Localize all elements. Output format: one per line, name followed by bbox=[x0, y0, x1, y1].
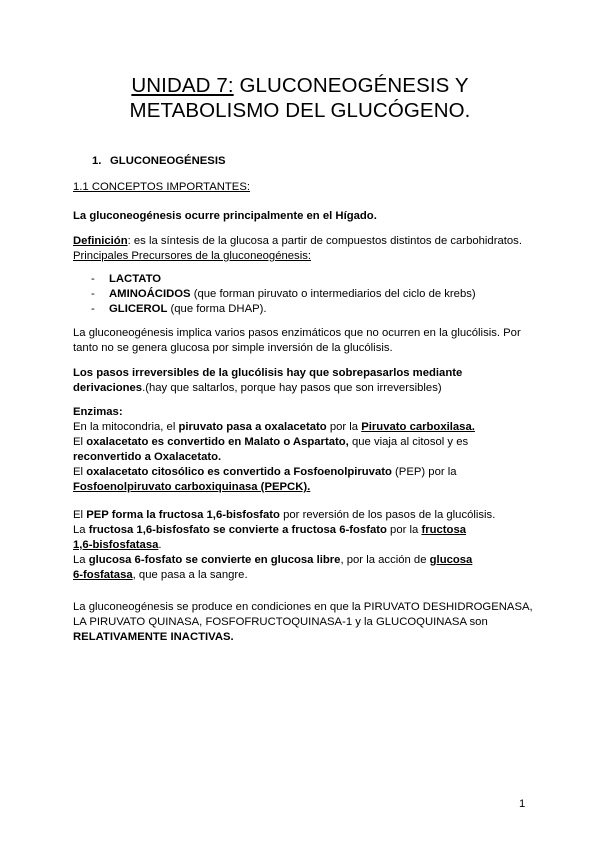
list-item-detail: (que forman piruvato o intermediarios del ciclo de krebs) bbox=[190, 288, 476, 300]
text: El bbox=[73, 509, 87, 521]
text: (PEP) por la bbox=[391, 466, 457, 478]
enzyme-name: glucosa bbox=[429, 554, 473, 566]
text: .(hay que saltarlos, porque hay pasos que son irreversibles) bbox=[142, 382, 442, 394]
enzyme-name: 1,6-bisfosfatasa bbox=[73, 539, 159, 551]
text: por la bbox=[386, 524, 422, 536]
section-title: GLUCONEOGÉNESIS bbox=[110, 155, 226, 167]
text: En la mitocondria, el bbox=[73, 421, 179, 433]
paragraph-line: RELATIVAMENTE INACTIVAS. bbox=[73, 631, 234, 643]
enzymes-heading: Enzimas: bbox=[73, 406, 123, 418]
text: , que pasa a la sangre. bbox=[132, 569, 248, 581]
enzyme-name: 6-fosfatasa bbox=[73, 569, 133, 581]
paragraph-line bbox=[73, 465, 457, 480]
definition-label: Definición bbox=[73, 235, 128, 247]
text: El bbox=[73, 436, 87, 448]
list-dash: - bbox=[91, 303, 95, 315]
text: por reversión de los pasos de la glucólisis. bbox=[279, 509, 496, 521]
main-statement: La gluconeogénesis ocurre principalmente en el Hígado. bbox=[73, 210, 377, 222]
list-dash: - bbox=[91, 273, 95, 285]
enzyme-name: Piruvato carboxilasa. bbox=[361, 421, 475, 433]
enzyme-name: Fosfoenolpiruvato carboxiquinasa (PEPCK). bbox=[73, 481, 311, 493]
paragraph-line: La gluconeogénesis se produce en condiciones en que la PIRUVATO DESHIDROGENASA, bbox=[73, 601, 533, 613]
text: que viaja al citosol y es bbox=[348, 436, 469, 448]
paragraph-line: La gluconeogénesis implica varios pasos enzimáticos que no ocurren en la glucólisis. Por bbox=[73, 327, 521, 339]
emphasis: oxalacetato citosólico es convertido a Fosfoenolpiruvato bbox=[86, 466, 392, 478]
paragraph-line: reconvertido a Oxalacetato. bbox=[73, 451, 222, 463]
list-item bbox=[109, 302, 267, 317]
list-dash: - bbox=[91, 288, 95, 300]
paragraph-line: tanto no se genera glucosa por simple inversión de la glucólisis. bbox=[73, 342, 393, 354]
enzyme-name: fructosa bbox=[421, 524, 467, 536]
text: El bbox=[73, 466, 87, 478]
emphasis: fructosa 1,6-bisfosfato se convierte a fructosa 6-fosfato bbox=[88, 524, 387, 536]
emphasis: glucosa 6-fosfato se convierte en glucosa libre bbox=[88, 554, 341, 566]
list-item-name: AMINOÁCIDOS bbox=[109, 288, 191, 300]
paragraph-line bbox=[73, 523, 466, 538]
emphasis: PEP forma la fructosa 1,6-bisfosfato bbox=[86, 509, 280, 521]
list-item bbox=[109, 272, 161, 287]
paragraph-line: LA PIRUVATO QUINASA, FOSFOFRUCTOQUINASA-1 y la GLUCOQUINASA son bbox=[73, 616, 488, 628]
emphasis: oxalacetato es convertido en Malato o Aspartato, bbox=[86, 436, 349, 448]
title-text: GLUCONEOGÉNESIS Y bbox=[233, 74, 469, 97]
unit-label: UNIDAD 7: bbox=[131, 74, 234, 97]
text: , por la acción de bbox=[340, 554, 430, 566]
emphasis: derivaciones bbox=[73, 382, 143, 394]
list-item-name: GLICEROL bbox=[109, 303, 168, 315]
definition-paragraph bbox=[73, 234, 522, 249]
paragraph-line bbox=[73, 381, 442, 396]
paragraph-line bbox=[73, 508, 495, 523]
page-title-line-2: METABOLISMO DEL GLUCÓGENO. bbox=[129, 99, 471, 122]
paragraph-line bbox=[73, 538, 162, 553]
text: La bbox=[73, 524, 89, 536]
page-number: 1 bbox=[519, 798, 526, 810]
subsection-heading: 1.1 CONCEPTOS IMPORTANTES: bbox=[73, 181, 251, 193]
section-number: 1. bbox=[92, 155, 102, 167]
paragraph-line bbox=[73, 435, 468, 450]
text: . bbox=[158, 539, 162, 551]
text: por la bbox=[326, 421, 362, 433]
paragraph-line bbox=[73, 553, 472, 568]
paragraph-line bbox=[73, 420, 475, 435]
list-item-name: LACTATO bbox=[109, 273, 162, 285]
emphasis: piruvato pasa a oxalacetato bbox=[178, 421, 327, 433]
text: La bbox=[73, 554, 89, 566]
paragraph-line: Los pasos irreversibles de la glucólisis hay que sobrepasarlos mediante bbox=[73, 367, 463, 379]
definition-text: : es la síntesis de la glucosa a partir de compuestos distintos de carbohidratos. bbox=[127, 235, 522, 247]
precursors-heading: Principales Precursores de la gluconeogénesis: bbox=[73, 250, 311, 262]
list-item-detail: (que forma DHAP). bbox=[167, 303, 267, 315]
paragraph-line bbox=[73, 568, 248, 583]
page-title-line-1 bbox=[0, 73, 600, 99]
list-item bbox=[109, 287, 476, 302]
